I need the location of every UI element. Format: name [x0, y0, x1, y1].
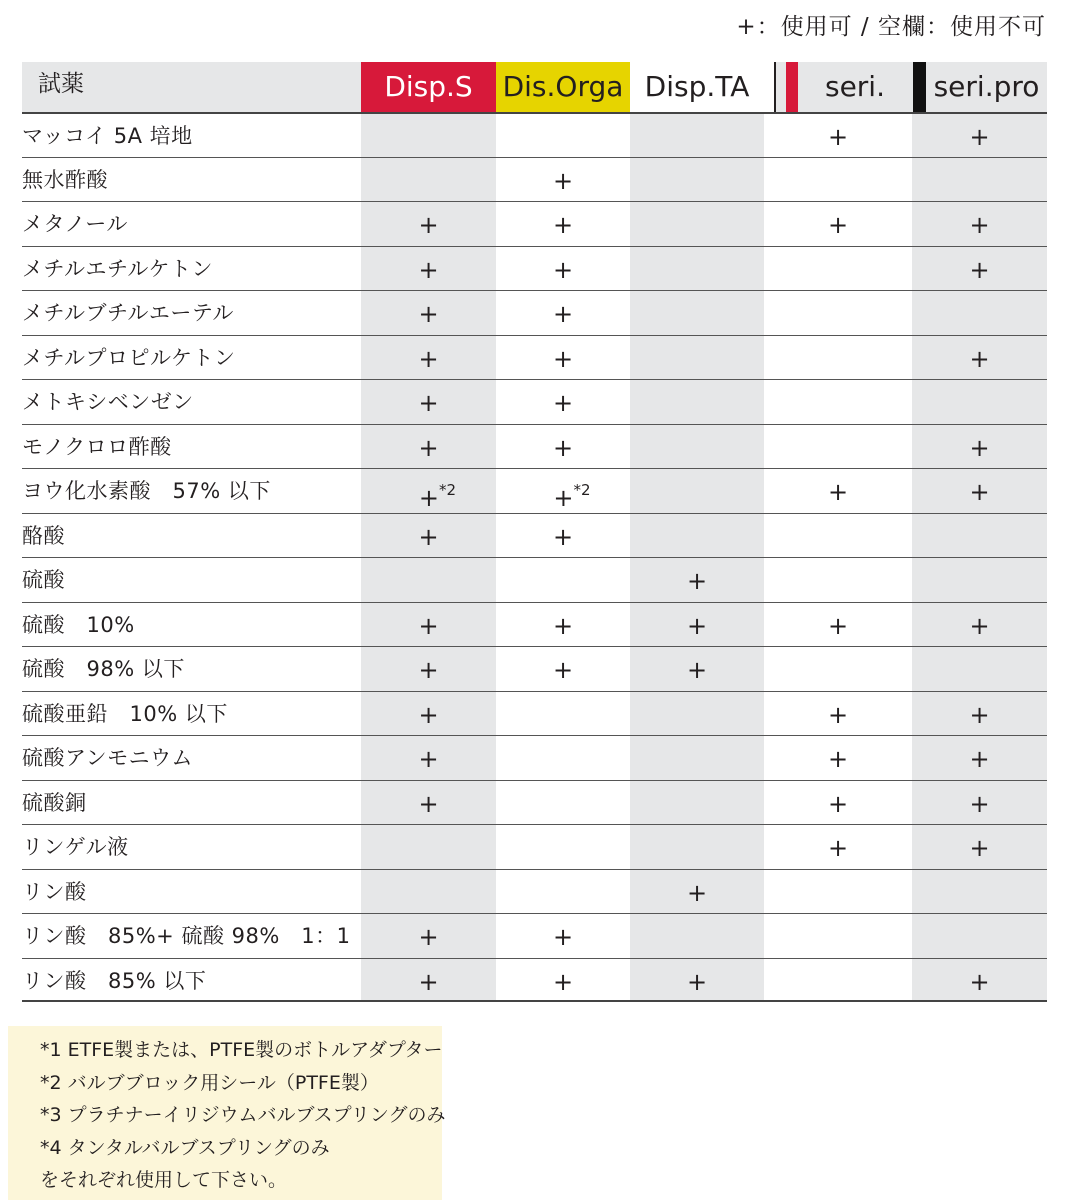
column-shade [630, 692, 764, 736]
compat-mark: + [827, 611, 849, 640]
reagent-name: メチルブチルエーテル [22, 301, 234, 325]
reagent-name: 硫酸アンモニウム [22, 746, 193, 770]
reagent-name: マッコイ 5A 培地 [22, 124, 193, 148]
compat-mark: + [418, 344, 439, 373]
column-shade [361, 825, 496, 869]
compat-mark: + [552, 255, 574, 284]
table-row [22, 602, 1047, 647]
compat-mark: +$^{*2}$ [553, 481, 591, 512]
reagent-name: モノクロロ酢酸 [22, 434, 172, 459]
reagent-name: 硫酸亜鉛 10% 以下 [22, 701, 228, 726]
reagent-name: 硫酸 [22, 568, 65, 592]
reagent-name: 硫酸 98% 以下 [22, 657, 185, 681]
table-row [22, 824, 1047, 869]
compat-mark: + [418, 433, 439, 462]
compat-mark: + [418, 967, 439, 996]
header-seri-swatch [786, 62, 798, 112]
compat-mark: + [552, 611, 574, 640]
compat-mark: + [552, 967, 574, 996]
header-seri: seri. [824, 70, 885, 103]
header-dis-orga: Dis.Orga [496, 62, 630, 112]
compat-mark: + [418, 656, 439, 684]
header-reagent: 試薬 [38, 71, 84, 97]
compat-mark: + [827, 123, 849, 151]
compat-mark: + [552, 300, 574, 328]
table-row [22, 646, 1047, 691]
column-shade [630, 781, 764, 825]
column-shade [361, 558, 496, 602]
compat-mark: + [552, 522, 574, 551]
column-shade [630, 425, 764, 469]
column-shade [912, 558, 1047, 602]
header-disp-ta: Disp.TA [630, 62, 764, 112]
column-shade [912, 158, 1047, 202]
table-row [22, 468, 1047, 513]
table-row [22, 513, 1047, 558]
header-divider-line [774, 62, 776, 112]
reagent-name: メトキシベンゼン [22, 390, 194, 414]
reagent-name: リン酸 [22, 879, 87, 904]
reagent-name: 無水酢酸 [22, 167, 108, 192]
reagent-name: 硫酸銅 [22, 790, 87, 815]
compat-mark: + [686, 967, 708, 996]
table-row [22, 780, 1047, 825]
column-shade [912, 914, 1047, 958]
compat-mark: + [552, 211, 574, 239]
column-shade [630, 114, 764, 157]
column-shade [912, 291, 1047, 335]
compat-mark: + [969, 255, 990, 284]
column-shade [630, 825, 764, 869]
compat-mark: + [827, 700, 849, 729]
table-row [22, 691, 1047, 736]
compat-mark: + [418, 255, 439, 284]
compat-mark: + [969, 745, 990, 773]
table-row [22, 958, 1047, 1003]
reagent-name: リン酸 85% 以下 [22, 968, 207, 993]
column-shade [912, 870, 1047, 914]
table-row [22, 290, 1047, 335]
compat-mark: + [969, 611, 990, 640]
compat-mark: + [418, 745, 439, 773]
column-shade [630, 291, 764, 335]
compat-mark: + [418, 700, 439, 729]
footnote-2: *2 バルブブロック用シール（PTFE製） [40, 1071, 379, 1094]
compat-mark: + [418, 923, 439, 951]
column-shade [630, 380, 764, 424]
column-shade [630, 247, 764, 291]
compat-mark: + [418, 611, 439, 640]
compat-mark: + [552, 433, 574, 462]
usage-legend: +：使用可 / 空欄：使用不可 [736, 14, 1046, 40]
header-disp-s: Disp.S [361, 62, 496, 112]
footnotes [8, 1026, 446, 1200]
compat-mark: + [827, 789, 849, 818]
compat-mark: + [418, 389, 439, 417]
compat-mark: + [969, 700, 990, 729]
column-shade [361, 870, 496, 914]
compat-mark: + [827, 211, 849, 239]
table-row [22, 246, 1047, 291]
compat-mark: + [969, 344, 990, 373]
footnote-closing: をそれぞれ使用して下さい。 [40, 1169, 288, 1191]
table-row [22, 735, 1047, 780]
table-row [22, 112, 1047, 157]
column-shade [630, 469, 764, 513]
compat-mark: + [969, 789, 990, 818]
column-shade [361, 158, 496, 202]
compat-mark: + [969, 123, 990, 151]
table-row [22, 557, 1047, 602]
compat-mark: + [969, 211, 990, 239]
compat-mark: + [552, 389, 574, 417]
compat-mark: + [418, 211, 439, 239]
footnote-4: *4 タンタルバルブスプリングのみ [40, 1136, 330, 1159]
compat-mark: + [827, 478, 849, 506]
compat-mark: + [418, 522, 439, 551]
compatibility-table [22, 62, 1047, 1002]
compat-mark: + [552, 923, 574, 951]
reagent-name: メチルプロピルケトン [22, 345, 236, 370]
column-shade [912, 514, 1047, 558]
reagent-name: リン酸 85%+ 硫酸 98% 1：1 [22, 924, 351, 948]
column-shade [630, 914, 764, 958]
table-row [22, 335, 1047, 380]
compat-mark: + [552, 656, 574, 684]
compat-mark: + [418, 789, 439, 818]
compat-mark: + [969, 433, 990, 462]
table-row [22, 424, 1047, 469]
header-seri-pro-swatch [913, 62, 926, 112]
column-shade [630, 736, 764, 780]
table-row [22, 379, 1047, 424]
reagent-name: メチルエチルケトン [22, 256, 213, 281]
footnote-1: *1 ETFE製または、PTFE製のボトルアダプター [40, 1039, 443, 1061]
column-shade [630, 514, 764, 558]
reagent-name: メタノール [22, 212, 128, 236]
compat-mark: + [686, 611, 708, 640]
compat-mark: + [969, 967, 990, 996]
reagent-name: 硫酸 10% [22, 612, 135, 637]
compat-mark: + [552, 344, 574, 373]
table-row [22, 913, 1047, 958]
column-shade [361, 114, 496, 157]
compat-mark: + [686, 878, 708, 907]
column-shade [630, 158, 764, 202]
compat-mark: + [552, 166, 574, 195]
column-shade [630, 202, 764, 246]
column-shade [912, 647, 1047, 691]
column-shade [630, 336, 764, 380]
compat-mark: + [969, 478, 990, 506]
footnote-3: *3 プラチナーイリジウムバルブスプリングのみ [40, 1104, 446, 1126]
compat-mark: + [418, 300, 439, 328]
column-shade [912, 380, 1047, 424]
reagent-name: リンゲル液 [22, 835, 129, 859]
table-body [22, 112, 1047, 1002]
compat-mark: + [827, 834, 849, 862]
table-row [22, 201, 1047, 246]
reagent-name: ヨウ化水素酸 57% 以下 [22, 479, 271, 503]
compat-mark: +$^{*2}$ [418, 481, 457, 512]
reagent-name: 酪酸 [22, 523, 65, 548]
table-row [22, 157, 1047, 202]
compat-mark: + [827, 745, 849, 773]
table-header [22, 62, 1047, 112]
header-seri-pro: seri.pro [933, 70, 1040, 103]
compat-mark: + [686, 567, 708, 595]
compat-mark: + [686, 656, 708, 684]
table-row [22, 869, 1047, 914]
compat-mark: + [969, 834, 990, 862]
